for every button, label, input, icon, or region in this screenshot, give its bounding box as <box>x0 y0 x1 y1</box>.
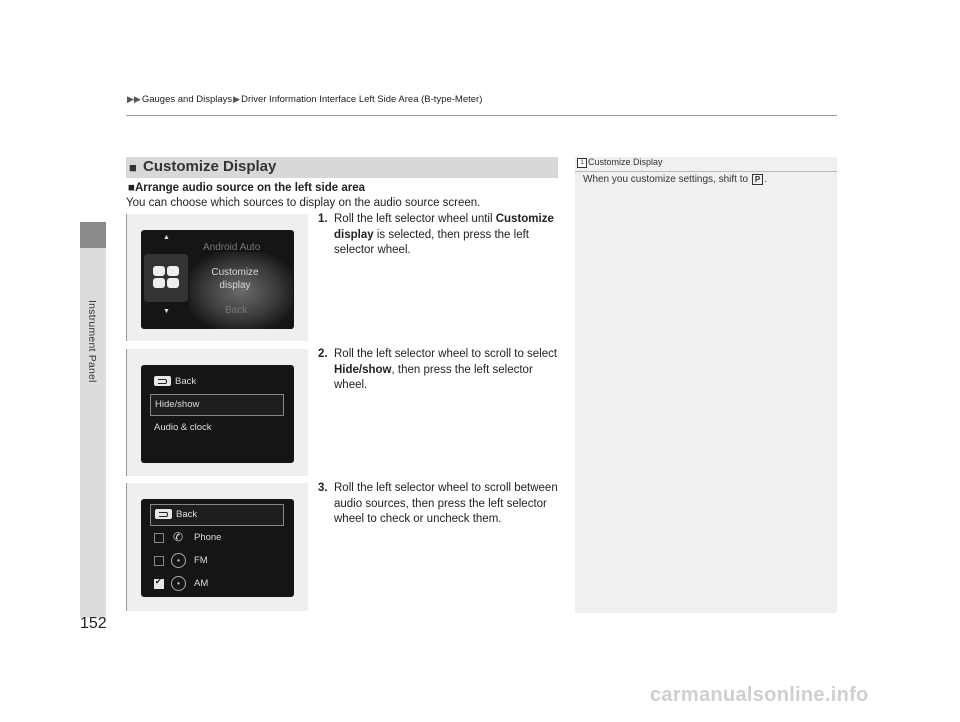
step-number: 2. <box>318 348 328 360</box>
menu-row-audio-clock <box>150 418 282 438</box>
source-row-fm <box>150 551 282 571</box>
menu-row-back <box>150 372 282 392</box>
step-text: Roll the left selector wheel until <box>334 213 496 225</box>
source-label: AM <box>194 578 209 589</box>
park-key-icon: P <box>752 174 763 185</box>
breadcrumb-item[interactable]: Gauges and Displays <box>141 94 233 105</box>
note-text-part: When you customize settings, shift to <box>583 174 751 185</box>
display-screen-2 <box>141 365 294 463</box>
step-text: Roll the left selector wheel to scroll to select <box>334 348 558 360</box>
menu-row-hide-show <box>150 394 284 416</box>
section-title: Customize Display <box>143 158 277 175</box>
menu-item-back: Back <box>225 305 248 316</box>
back-icon <box>155 509 172 519</box>
radio-icon: • <box>171 553 186 568</box>
step-bold-term: Hide/show <box>334 363 392 376</box>
breadcrumb-arrow-icon: ▶▶ <box>127 94 141 104</box>
source-checkbox <box>154 556 164 566</box>
menu-item-android-auto: Android Auto <box>203 242 261 253</box>
section-header <box>126 157 558 178</box>
menu-item-label: Customize <box>211 267 259 278</box>
menu-label: Back <box>175 376 197 387</box>
figure-panel-2 <box>126 349 308 476</box>
source-checkbox <box>154 533 164 543</box>
step-number: 3. <box>318 482 328 494</box>
display-screen-1 <box>141 230 294 329</box>
chapter-tab <box>80 222 106 248</box>
step-bold-term: Customize display <box>334 213 554 241</box>
watermark: carmanualsonline.info <box>650 684 869 706</box>
menu-label: Back <box>176 509 198 520</box>
breadcrumb-item[interactable]: Driver Information Interface Left Side Area (B-type-Meter) <box>241 94 483 105</box>
breadcrumb-arrow-icon: ▶ <box>233 94 241 104</box>
intro-text: You can choose which sources to display on the audio source screen. <box>126 197 481 209</box>
menu-item-customize-display <box>207 266 263 292</box>
figure-panel-1 <box>126 214 308 341</box>
menu-item-label: display <box>219 280 251 291</box>
step-text: , then press the left selector wheel. <box>334 363 533 391</box>
step-1 <box>318 212 562 259</box>
scroll-down-icon: ▼ <box>163 308 170 315</box>
step-number: 1. <box>318 213 328 225</box>
source-label: Phone <box>194 532 222 543</box>
back-icon <box>154 376 171 386</box>
customize-display-icon-box <box>144 254 188 302</box>
source-row-am <box>150 574 282 594</box>
customize-layout-icon <box>144 254 188 302</box>
subheading: ■Arrange audio source on the left side area <box>128 182 366 194</box>
source-row-phone <box>150 528 282 548</box>
menu-label: Audio & clock <box>154 422 212 433</box>
scroll-up-icon: ▲ <box>163 234 170 241</box>
source-label: FM <box>194 555 208 566</box>
header-divider <box>126 115 837 116</box>
chapter-label: Instrument Panel <box>86 300 98 383</box>
phone-icon: ✆ <box>172 530 184 544</box>
source-checkbox-checked <box>154 579 164 589</box>
step-2 <box>318 347 562 394</box>
page-number: 152 <box>80 615 107 632</box>
step-3 <box>318 481 562 528</box>
section-marker: ■ <box>129 160 137 175</box>
note-header <box>575 157 837 172</box>
note-text-part: . <box>764 174 767 185</box>
figure-panel-3 <box>126 483 308 611</box>
menu-label: Hide/show <box>155 399 200 410</box>
radio-icon: • <box>171 576 186 591</box>
step-text: is selected, then press the left selector wheel. <box>334 228 529 256</box>
note-text <box>583 174 767 185</box>
breadcrumb <box>126 94 482 105</box>
display-screen-3 <box>141 499 294 597</box>
note-box <box>575 157 837 613</box>
note-reference-icon: 1 <box>577 158 587 168</box>
note-title: Customize Display <box>588 157 663 167</box>
menu-row-back <box>150 504 284 526</box>
step-text: Roll the left selector wheel to scroll between audio sources, then press the left selector wheel to check or uncheck them. <box>334 482 558 525</box>
